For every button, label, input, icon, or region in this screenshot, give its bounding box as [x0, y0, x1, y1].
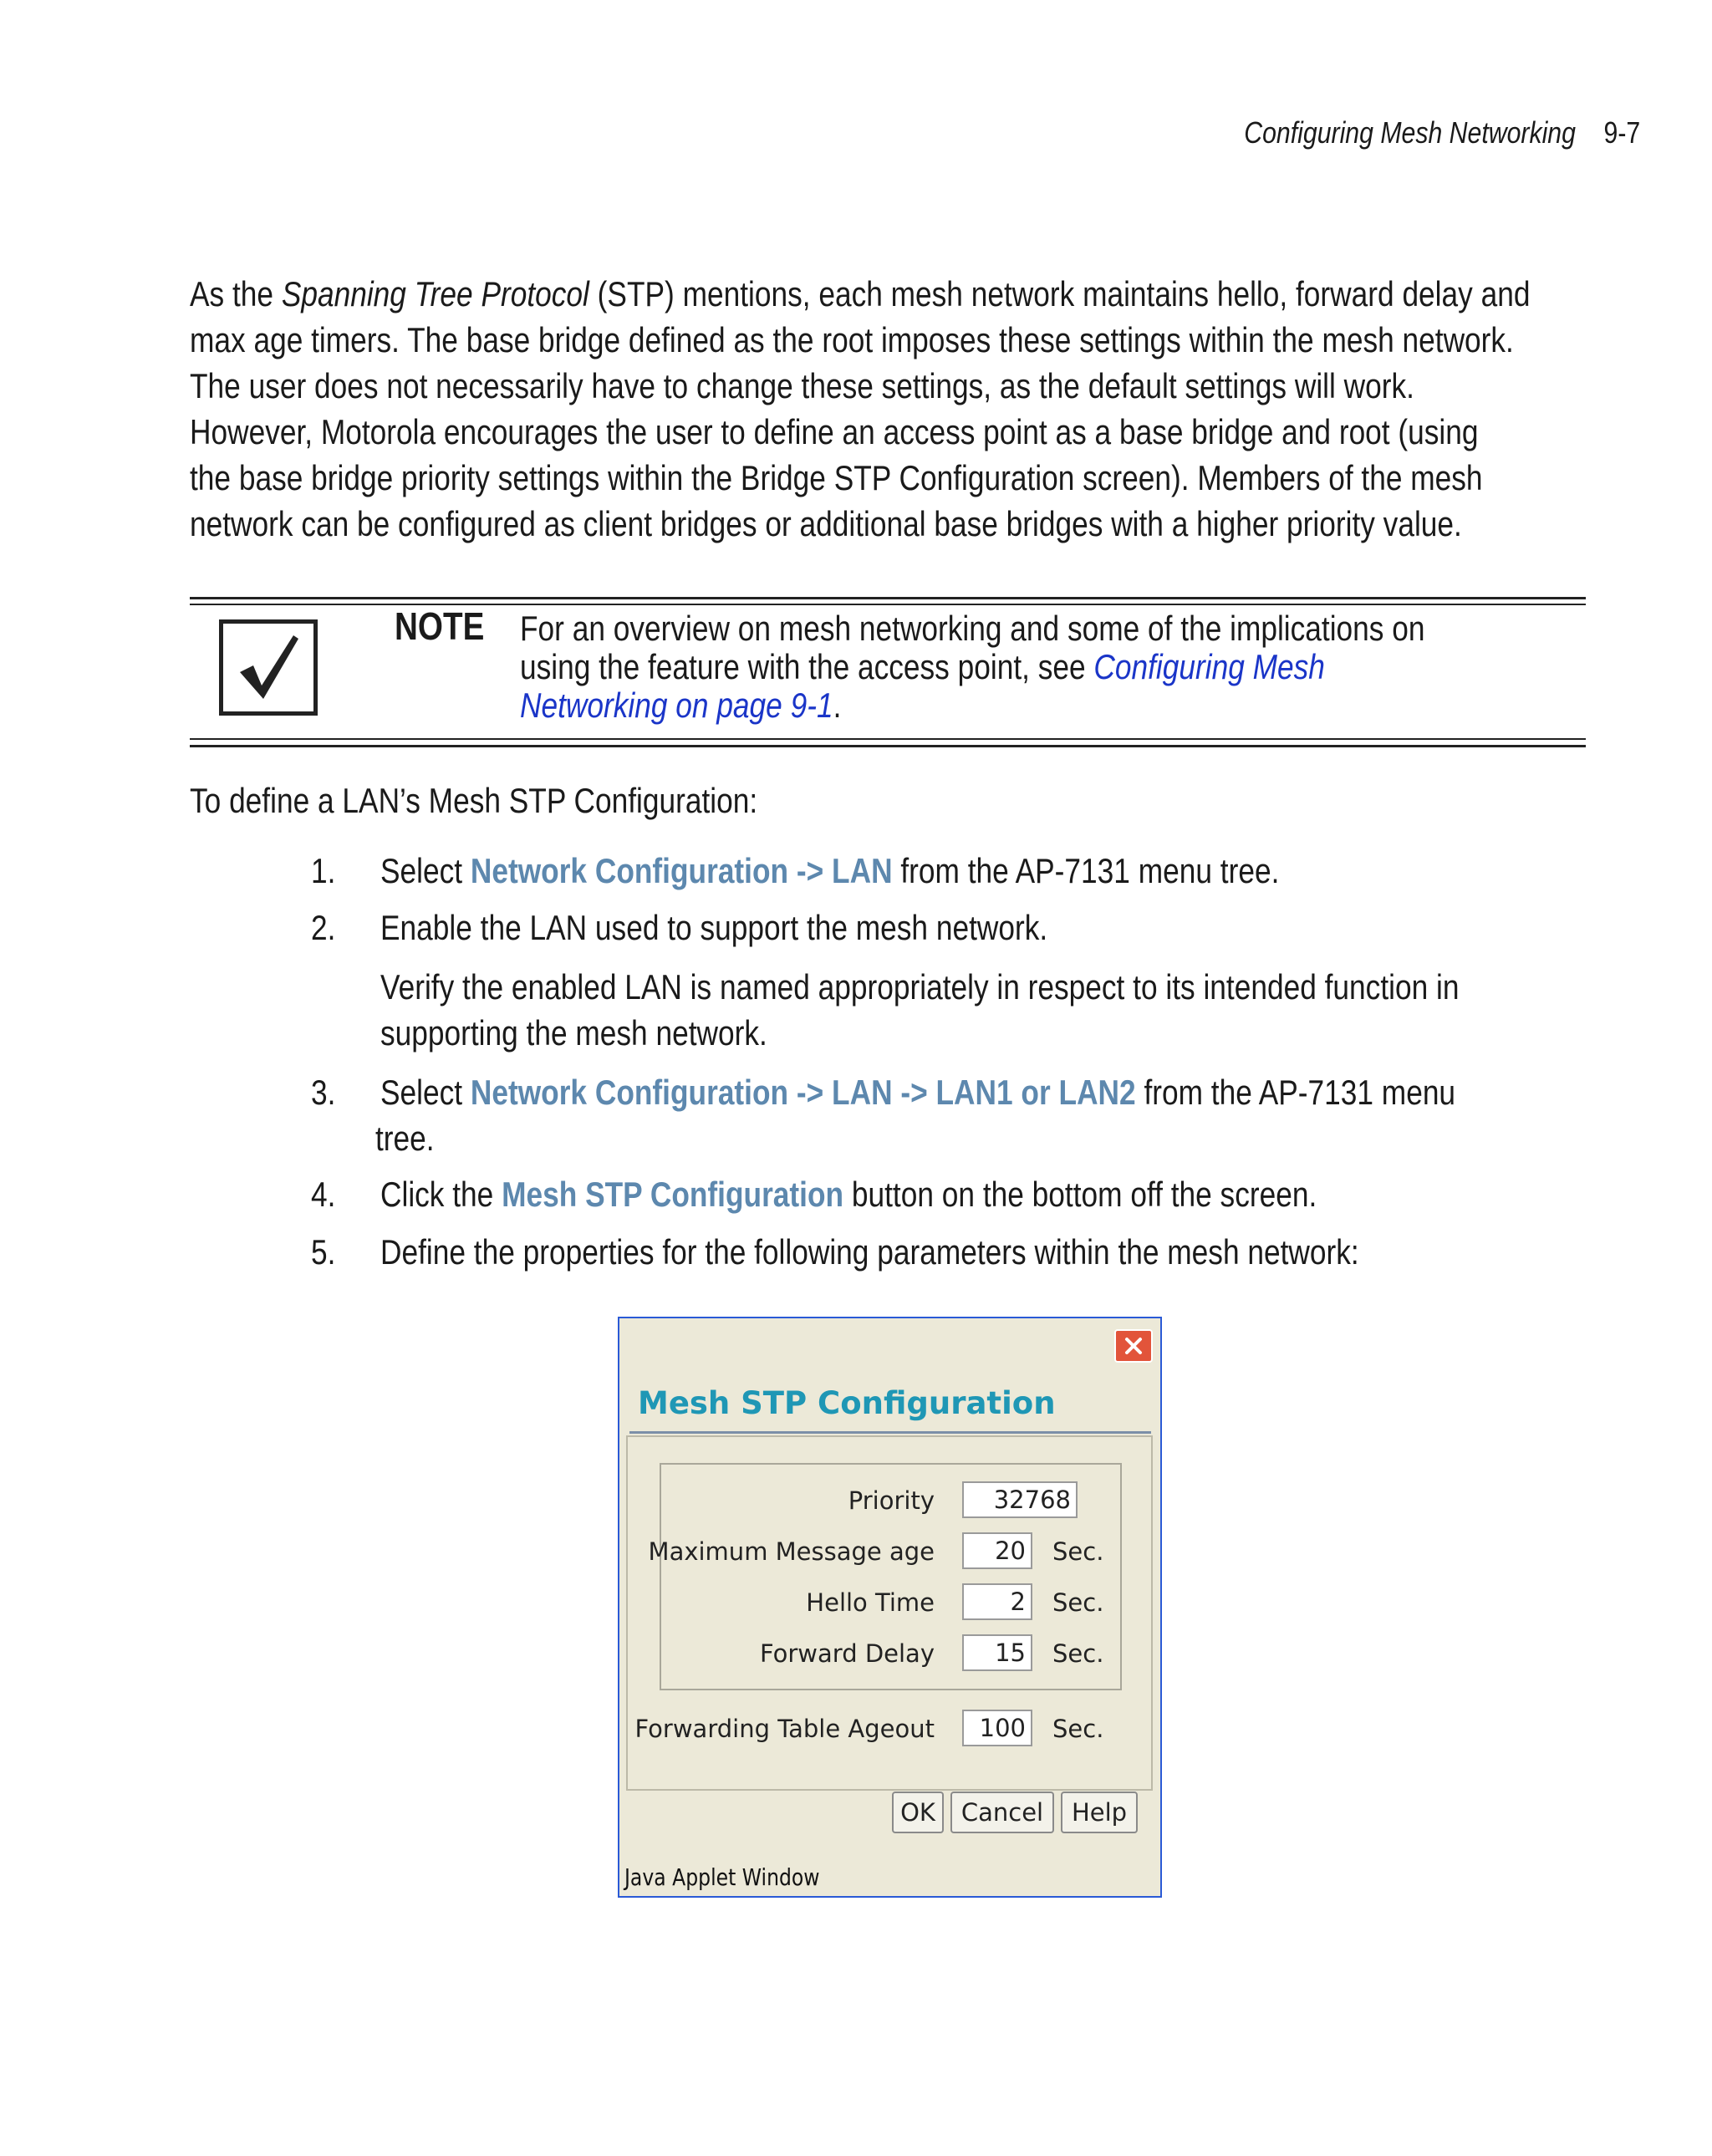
priority-label: Priority [848, 1486, 935, 1515]
step-number: 5. [311, 1232, 336, 1272]
intro-line-5: the base bridge priority settings within the Bridge STP Configuration screen). Members of the mesh [190, 458, 1483, 497]
step-text: from the AP-7131 menu [1135, 1073, 1456, 1112]
step-3-continuation: tree. [375, 1119, 435, 1158]
dialog-title: Mesh STP Configuration [638, 1385, 1056, 1421]
note-line-2 [520, 647, 1325, 687]
close-button[interactable] [1114, 1329, 1153, 1363]
note-line-1: For an overview on mesh networking and some of the implications on [520, 609, 1425, 648]
note-text: . [833, 686, 842, 725]
step-4 [380, 1175, 1317, 1215]
step-5: Define the properties for the following parameters within the mesh network: [380, 1232, 1359, 1272]
ok-button[interactable]: OK [892, 1792, 944, 1833]
menu-path: Network Configuration -> LAN [470, 851, 893, 890]
step-text: Select [380, 1073, 471, 1112]
step-2-note-line-2: supporting the mesh network. [380, 1013, 767, 1053]
intro-text: As the [190, 274, 282, 313]
close-icon [1124, 1337, 1143, 1355]
hello-time-label: Hello Time [806, 1588, 935, 1617]
page-number: 9-7 [1603, 115, 1640, 150]
step-number: 2. [311, 908, 336, 947]
intro-line-1 [190, 274, 1530, 314]
note-label: NOTE [395, 604, 485, 648]
unit-label: Sec. [1052, 1639, 1104, 1668]
intro-text: (STP) mentions, each mesh network maintains hello, forward delay and [588, 274, 1531, 313]
step-3 [380, 1073, 1455, 1113]
term-emphasis: Spanning Tree Protocol [281, 274, 589, 313]
table-ageout-input[interactable]: 100 [962, 1710, 1032, 1746]
step-text: Click the [380, 1175, 502, 1214]
note-rule-bottom-inner [190, 738, 1586, 740]
priority-input[interactable]: 32768 [962, 1481, 1078, 1518]
step-text: Select [380, 851, 471, 890]
running-header [1244, 115, 1640, 150]
intro-line-4: However, Motorola encourages the user to define an access point as a base bridge and root (using [190, 412, 1479, 451]
step-text: button on the bottom off the screen. [843, 1175, 1317, 1214]
table-ageout-label: Forwarding Table Ageout [634, 1715, 935, 1743]
forward-delay-input[interactable]: 15 [962, 1634, 1032, 1671]
mesh-stp-dialog [618, 1317, 1162, 1898]
running-header-title: Configuring Mesh Networking [1244, 115, 1576, 150]
unit-label: Sec. [1052, 1715, 1104, 1743]
menu-path: Network Configuration -> LAN -> LAN1 or LAN2 [470, 1073, 1136, 1112]
step-2-note-line-1: Verify the enabled LAN is named appropriately in respect to its intended function in [380, 967, 1460, 1007]
note-rule-bottom [190, 745, 1586, 747]
button-name: Mesh STP Configuration [502, 1175, 844, 1214]
step-2: Enable the LAN used to support the mesh network. [380, 908, 1048, 947]
unit-label: Sec. [1052, 1588, 1104, 1617]
note-line-3 [520, 686, 841, 726]
applet-footer: Java Applet Window [624, 1863, 820, 1891]
intro-line-2: max age timers. The base bridge defined as the root imposes these settings within the mesh network. [190, 320, 1514, 359]
cancel-button[interactable]: Cancel [950, 1792, 1054, 1833]
step-1 [380, 851, 1279, 891]
max-age-input[interactable]: 20 [962, 1532, 1032, 1569]
title-divider [629, 1431, 1151, 1434]
unit-label: Sec. [1052, 1537, 1104, 1566]
note-rule-top [190, 597, 1586, 599]
note-link[interactable]: Configuring Mesh [1093, 647, 1325, 686]
checkmark-icon [219, 619, 318, 716]
step-number: 3. [311, 1073, 336, 1112]
help-button[interactable]: Help [1061, 1792, 1138, 1833]
step-text: from the AP-7131 menu tree. [892, 851, 1280, 890]
step-number: 4. [311, 1175, 336, 1214]
intro-line-6: network can be configured as client bridges or additional base bridges with a higher priority value. [190, 504, 1462, 543]
forward-delay-label: Forward Delay [759, 1639, 935, 1668]
max-age-label: Maximum Message age [648, 1537, 935, 1566]
hello-time-input[interactable]: 2 [962, 1583, 1032, 1620]
intro-line-3: The user does not necessarily have to change these settings, as the default settings will work. [190, 366, 1414, 405]
note-link-cont[interactable]: Networking on page 9-1 [520, 686, 833, 725]
procedure-intro: To define a LAN’s Mesh STP Configuration: [190, 781, 758, 820]
note-text: using the feature with the access point, see [520, 647, 1094, 686]
step-number: 1. [311, 851, 336, 890]
